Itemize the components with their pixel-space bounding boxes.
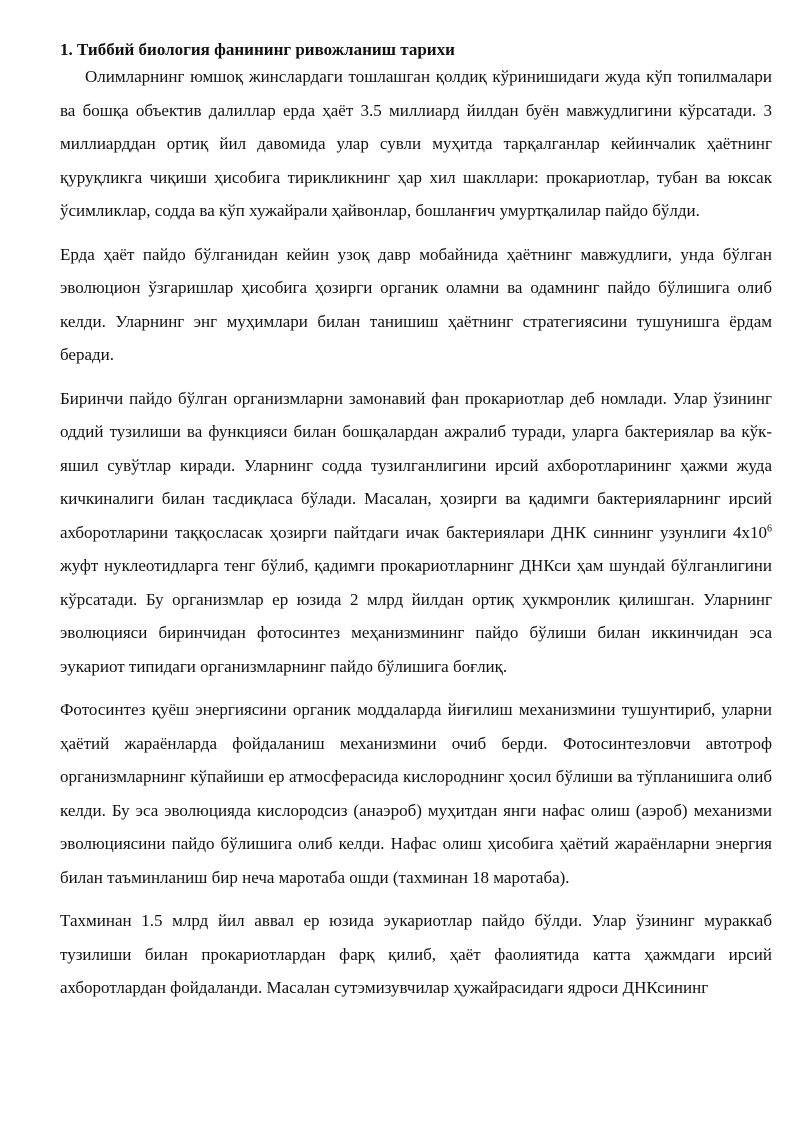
document-page (60, 40, 772, 1005)
paragraph: Ерда ҳаёт пайдо бўлганидан кейин узоқ давр мобайнида ҳаётнинг мавжудлиги, унда бўлган эволюцион ўзгаришлар ҳисобига ҳозирги органик оламни ва одамнинг пайдо бўлишига олиб келди. Уларнинг энг муҳимлари билан танишиш ҳаётнинг стратегиясини тушунишга ёрдам беради. (60, 244, 772, 364)
paragraph-text: Биринчи пайдо бўлган организмларни замонавий фан прокариотлар деб номлади. Улар ўзининг оддий тузилиши ва функцияси билан бошқалардан ажралиб туради, уларга бактериялар ва кўк-яшил сувўтлар киради. Уларнинг содда тузилганлигини ирсий ахборотларининг ҳажми жуда кичкиналиги билан тасдиқласа бўлади. Масалан, ҳозирги ва қадимги бактерияларнинг ирсий ахборотларини таққосласак ҳозирги пайтдаги ичак бактериялари ДНК синнинг узунлиги 4х10 (60, 388, 772, 542)
paragraph: Фотосинтез қуёш энергиясини органик моддаларда йиғилиш механизмини тушунтириб, уларни ҳаётий жараёнларда фойдаланиш механизмини очиб берди. Фотосинтезловчи автотроф организмларнинг кўпайиши ер атмосферасида кислороднинг ҳосил бўлиши ва тўпланишига олиб келди. Бу эса эволюцияда кислородсиз (анаэроб) муҳитдан янги нафас олиш (аэроб) механизми эволюциясини пайдо бўлишига олиб келди. Нафас олиш ҳисобига ҳаётий жараёнларни энергия билан таъминланиш бир неча маротаба ошди (тахминан 18 маротаба). (60, 700, 772, 887)
paragraph (60, 382, 772, 684)
paragraph-text: жуфт нуклеотидларга тенг бўлиб, қадимги прокариотларнинг ДНКси ҳам шундай бўлганлигини кўрсатади. Бу организмлар ер юзида 2 млрд йилдан ортиқ ҳукмронлик қилишган. Уларнинг эволюцияси биринчидан фотосинтез меҳанизмининг пайдо бўлиши билан иккинчидан эса эукариот типидаги организмларнинг пайдо бўлишига боғлиқ. (60, 556, 772, 676)
superscript-exponent: 6 (767, 522, 772, 534)
section-heading: 1. Тиббий биология фанининг ривожланиш тарихи (60, 40, 455, 59)
paragraph: Тахминан 1.5 млрд йил аввал ер юзида эукариотлар пайдо бўлди. Улар ўзининг мураккаб тузилиши билан прокариотлардан фарқ қилиб, ҳаёт фаолиятида катта ҳажмдаги ирсий ахборотлардан фойдаланди. Масалан сутэмизувчилар ҳужайрасидаги ядроси ДНКсининг (60, 911, 772, 997)
paragraph: Олимларнинг юмшоқ жинслардаги тошлашган қолдиқ кўринишидаги жуда кўп топилмалари ва бошқа объектив далиллар ерда ҳаёт 3.5 миллиард йилдан буён мавжудлигини кўрсатади. 3 миллиарддан ортиқ йил давомида улар сувли муҳитда тарқалганлар кейинчалик ҳаётнинг қуруқликга чиқиши ҳисобига тирикликнинг ҳар хил шакллари: прокариотлар, тубан ва юксак ўсимликлар, содда ва кўп хужайрали ҳайвонлар, бошланғич умуртқалилар пайдо бўлди. (60, 67, 772, 220)
